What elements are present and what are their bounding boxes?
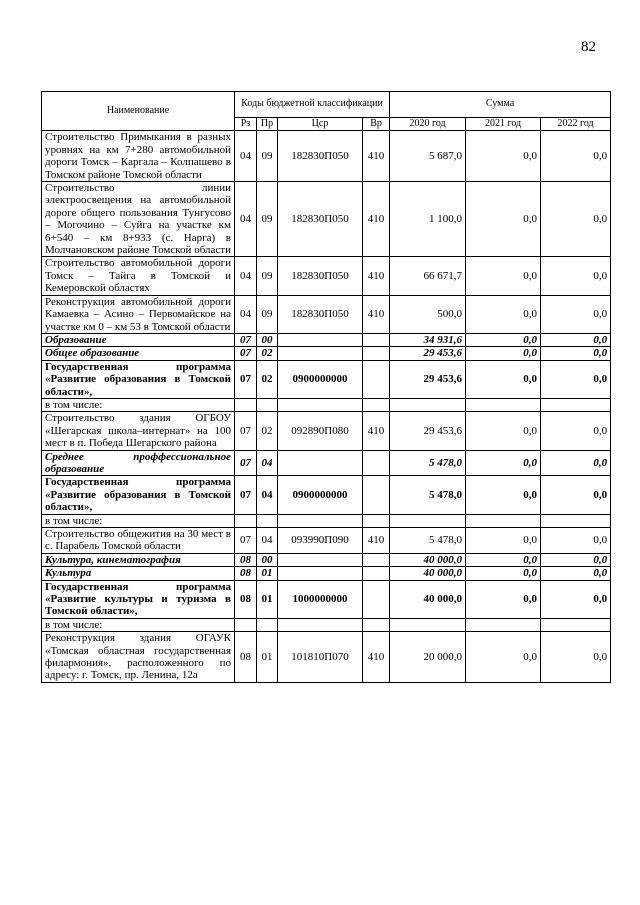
table-row: [42, 295, 611, 333]
cell-2020: 34 931,6: [390, 333, 466, 346]
cell-2020: 5 687,0: [390, 131, 466, 182]
cell-vr: [363, 398, 390, 411]
cell-name: Образование: [42, 333, 235, 346]
cell-2020: [390, 618, 466, 631]
cell-2022: [541, 514, 611, 527]
header-pr: Пр: [257, 118, 278, 131]
cell-rz: 07: [235, 347, 257, 360]
cell-2021: 0,0: [466, 412, 541, 450]
cell-pr: 00: [257, 333, 278, 346]
cell-csr: 092890П080: [278, 412, 363, 450]
cell-pr: 09: [257, 131, 278, 182]
cell-2020: 40 000,0: [390, 580, 466, 618]
cell-pr: 02: [257, 360, 278, 398]
cell-vr: 410: [363, 412, 390, 450]
cell-2022: 0,0: [541, 567, 611, 580]
table-row: [42, 398, 611, 411]
table-row: [42, 567, 611, 580]
cell-name: Государственная программа «Развитие культуры и туризма в Томской области»,: [42, 580, 235, 618]
cell-2020: 500,0: [390, 295, 466, 333]
cell-pr: 01: [257, 632, 278, 683]
table-row: [42, 528, 611, 554]
cell-csr: [278, 514, 363, 527]
cell-vr: [363, 347, 390, 360]
cell-csr: [278, 450, 363, 476]
cell-pr: 01: [257, 567, 278, 580]
cell-name: Строительство здания ОГБОУ «Шегарская школа–интернат» на 100 мест в п. Победа Шегарского района: [42, 412, 235, 450]
cell-vr: [363, 580, 390, 618]
table-row: [42, 333, 611, 346]
cell-2022: 0,0: [541, 528, 611, 554]
cell-csr: [278, 618, 363, 631]
cell-pr: 09: [257, 257, 278, 295]
header-rz: Рз: [235, 118, 257, 131]
cell-2022: 0,0: [541, 347, 611, 360]
cell-2020: 5 478,0: [390, 476, 466, 514]
cell-rz: 07: [235, 450, 257, 476]
header-vr: Вр: [363, 118, 390, 131]
cell-2022: 0,0: [541, 580, 611, 618]
cell-name: Общее образование: [42, 347, 235, 360]
table-row: [42, 257, 611, 295]
cell-name: Строительство автомобильной дороги Томск – Тайга в Томской и Кемеровской областях: [42, 257, 235, 295]
cell-csr: 0900000000: [278, 476, 363, 514]
header-codes: Коды бюджетной классификации: [235, 92, 390, 118]
cell-2020: 5 478,0: [390, 450, 466, 476]
cell-vr: 410: [363, 632, 390, 683]
cell-2021: 0,0: [466, 632, 541, 683]
cell-rz: 08: [235, 632, 257, 683]
cell-2022: 0,0: [541, 412, 611, 450]
cell-rz: 07: [235, 528, 257, 554]
cell-2022: 0,0: [541, 450, 611, 476]
cell-csr: [278, 567, 363, 580]
cell-2021: 0,0: [466, 347, 541, 360]
cell-pr: [257, 618, 278, 631]
cell-name: в том числе:: [42, 398, 235, 411]
table-row: [42, 632, 611, 683]
cell-name: Среднее проффессиональное образование: [42, 450, 235, 476]
cell-2020: [390, 514, 466, 527]
cell-csr: 182830П050: [278, 257, 363, 295]
cell-csr: 101810П070: [278, 632, 363, 683]
table-row: [42, 347, 611, 360]
cell-rz: 07: [235, 333, 257, 346]
cell-csr: 182830П050: [278, 182, 363, 257]
cell-2021: 0,0: [466, 450, 541, 476]
cell-pr: 04: [257, 450, 278, 476]
page-number: 82: [581, 39, 596, 55]
cell-2022: 0,0: [541, 182, 611, 257]
cell-pr: 00: [257, 553, 278, 566]
table-row: [42, 450, 611, 476]
cell-pr: 01: [257, 580, 278, 618]
cell-csr: [278, 347, 363, 360]
cell-2020: [390, 398, 466, 411]
cell-rz: 04: [235, 131, 257, 182]
header-name: Наименование: [42, 92, 235, 131]
cell-pr: [257, 398, 278, 411]
header-2020: 2020 год: [390, 118, 466, 131]
cell-2020: 5 478,0: [390, 528, 466, 554]
table-row: [42, 182, 611, 257]
cell-rz: 07: [235, 412, 257, 450]
cell-pr: 04: [257, 528, 278, 554]
cell-vr: 410: [363, 257, 390, 295]
cell-vr: [363, 618, 390, 631]
cell-name: в том числе:: [42, 618, 235, 631]
cell-vr: 410: [363, 295, 390, 333]
cell-2021: [466, 398, 541, 411]
cell-2022: 0,0: [541, 553, 611, 566]
cell-name: Культура, кинематография: [42, 553, 235, 566]
cell-2022: 0,0: [541, 333, 611, 346]
cell-2022: 0,0: [541, 360, 611, 398]
cell-2021: 0,0: [466, 553, 541, 566]
cell-2021: 0,0: [466, 131, 541, 182]
cell-rz: 04: [235, 257, 257, 295]
cell-vr: [363, 360, 390, 398]
cell-name: в том числе:: [42, 514, 235, 527]
cell-2020: 1 100,0: [390, 182, 466, 257]
cell-2020: 20 000,0: [390, 632, 466, 683]
cell-pr: 04: [257, 476, 278, 514]
cell-name: Государственная программа «Развитие образования в Томской области»,: [42, 476, 235, 514]
cell-2021: 0,0: [466, 295, 541, 333]
cell-vr: [363, 333, 390, 346]
cell-2021: 0,0: [466, 182, 541, 257]
cell-vr: [363, 567, 390, 580]
cell-2022: 0,0: [541, 295, 611, 333]
cell-csr: [278, 333, 363, 346]
cell-rz: 08: [235, 580, 257, 618]
cell-2021: 0,0: [466, 257, 541, 295]
cell-csr: 093990П090: [278, 528, 363, 554]
cell-2020: 29 453,6: [390, 360, 466, 398]
cell-pr: 09: [257, 182, 278, 257]
table-row: [42, 553, 611, 566]
cell-vr: [363, 553, 390, 566]
cell-2022: [541, 398, 611, 411]
cell-rz: 07: [235, 476, 257, 514]
cell-pr: 02: [257, 347, 278, 360]
cell-pr: 09: [257, 295, 278, 333]
cell-csr: 0900000000: [278, 360, 363, 398]
cell-name: Культура: [42, 567, 235, 580]
cell-rz: 04: [235, 182, 257, 257]
cell-name: Строительство Примыкания в разных уровнях на км 7+280 автомобильной дороги Томск – Каргала – Колпашево в Томском районе Томской области: [42, 131, 235, 182]
cell-name: Строительство линии электроосвещения на автомобильной дороге общего пользования Тунгусово – Могочино – Суйга на участке км 6+540 – км 8+933 (с. Нарга) в Молчановском районе Томской области: [42, 182, 235, 257]
cell-2020: 40 000,0: [390, 567, 466, 580]
cell-2021: 0,0: [466, 567, 541, 580]
cell-rz: [235, 618, 257, 631]
table-row: [42, 618, 611, 631]
cell-2022: 0,0: [541, 257, 611, 295]
cell-name: Реконструкция здания ОГАУК «Томская областная государственная филармония», расположенного по адресу: г. Томск, пр. Ленина, 12а: [42, 632, 235, 683]
cell-csr: 182830П050: [278, 131, 363, 182]
cell-rz: 08: [235, 553, 257, 566]
cell-2021: 0,0: [466, 333, 541, 346]
cell-vr: 410: [363, 528, 390, 554]
cell-vr: [363, 450, 390, 476]
cell-csr: [278, 553, 363, 566]
table-row: [42, 412, 611, 450]
budget-table-body: [42, 131, 611, 682]
header-csr: Цср: [278, 118, 363, 131]
cell-csr: 182830П050: [278, 295, 363, 333]
cell-vr: [363, 514, 390, 527]
cell-2021: 0,0: [466, 360, 541, 398]
cell-2021: 0,0: [466, 528, 541, 554]
cell-2021: 0,0: [466, 476, 541, 514]
table-row: [42, 360, 611, 398]
cell-2020: 66 671,7: [390, 257, 466, 295]
cell-2021: [466, 514, 541, 527]
header-sum: Сумма: [390, 92, 611, 118]
cell-2021: [466, 618, 541, 631]
table-row: [42, 476, 611, 514]
cell-rz: [235, 398, 257, 411]
cell-csr: 1000000000: [278, 580, 363, 618]
cell-2022: 0,0: [541, 632, 611, 683]
cell-rz: [235, 514, 257, 527]
cell-name: Государственная программа «Развитие образования в Томской области»,: [42, 360, 235, 398]
cell-2022: 0,0: [541, 476, 611, 514]
cell-2020: 29 453,6: [390, 347, 466, 360]
cell-name: Строительство общежития на 30 мест в с. Парабель Томской области: [42, 528, 235, 554]
cell-vr: [363, 476, 390, 514]
cell-2020: 29 453,6: [390, 412, 466, 450]
cell-2020: 40 000,0: [390, 553, 466, 566]
cell-vr: 410: [363, 182, 390, 257]
budget-table: [41, 91, 611, 683]
cell-2022: 0,0: [541, 131, 611, 182]
cell-csr: [278, 398, 363, 411]
cell-pr: 02: [257, 412, 278, 450]
cell-2022: [541, 618, 611, 631]
cell-rz: 08: [235, 567, 257, 580]
table-row: [42, 514, 611, 527]
cell-2021: 0,0: [466, 580, 541, 618]
cell-rz: 04: [235, 295, 257, 333]
table-row: [42, 131, 611, 182]
cell-vr: 410: [363, 131, 390, 182]
header-2021: 2021 год: [466, 118, 541, 131]
header-2022: 2022 год: [541, 118, 611, 131]
cell-rz: 07: [235, 360, 257, 398]
table-row: [42, 580, 611, 618]
cell-name: Реконструкция автомобильной дороги Камаевка – Асино – Первомайское на участке км 0 – км 53 в Томской области: [42, 295, 235, 333]
cell-pr: [257, 514, 278, 527]
